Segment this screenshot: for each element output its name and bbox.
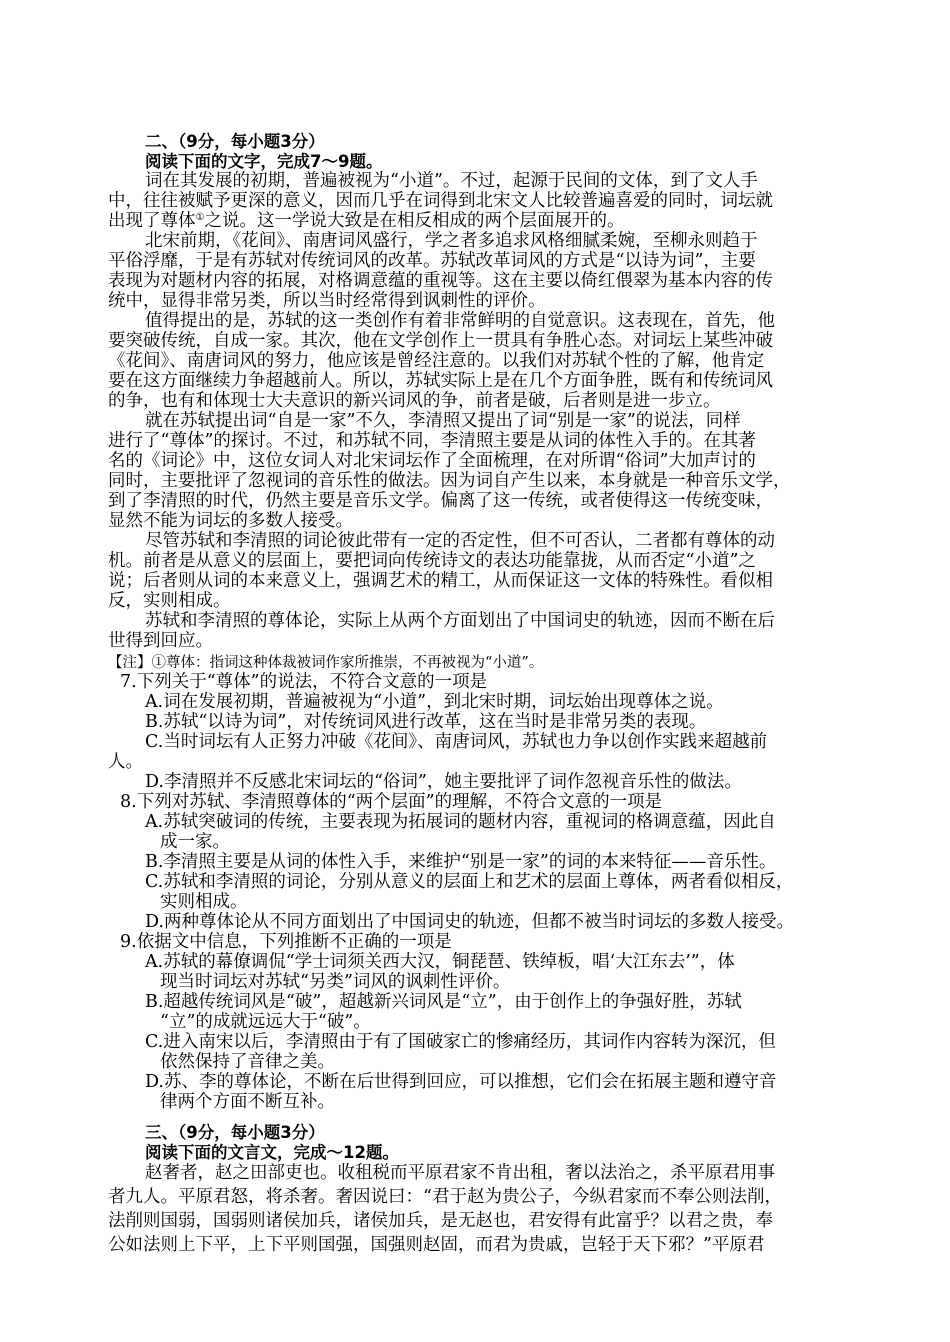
passage-line: 中，往往被赋予更深的意义，因而几乎在词得到北宋文人比较普遍喜爱的同时，词坛就: [108, 191, 773, 211]
passage-line: 同时，主要批评了忽视词的音乐性的做法。因为词自产生以来，本身就是一种音乐文学，: [108, 471, 791, 491]
footnote: 【注】①尊体：指词这种体裁被词作家所推崇，不再被视为“小道”。: [108, 655, 544, 671]
option-c: C.苏轼和李清照的词论，分别从意义的层面上和艺术的层面上尊体，两者看似相反，: [145, 872, 794, 892]
option-d: D.苏、李的尊体论，不断在后世得到回应，可以推想，它们会在拓展主题和遵守音: [145, 1072, 777, 1092]
section-3-instruction: 阅读下面的文言文，完成～12题。: [145, 1143, 399, 1162]
question-stem: 8.下列对苏轼、李清照尊体的“两个层面”的理解，不符合文意的一项是: [120, 792, 663, 812]
passage-line: 平俗浮靡，于是有苏轼对传统词风的改革。苏轼改革词风的方式是“以诗为词”，主要: [108, 251, 756, 271]
passage-line: 到了李清照的时代，仍然主要是音乐文学。偏离了这一传统，或者使得这一传统变味，: [108, 491, 773, 511]
passage-line: 法削则国弱，国弱则诸侯加兵，诸侯加兵，是无赵也，君安得有此富乎？以君之贵，奉: [108, 1211, 773, 1231]
passage-line: 反，实则相成。: [108, 591, 231, 611]
question-stem: 9.依据文中信息，下列推断不正确的一项是: [120, 932, 452, 952]
option-d: D.两种尊体论从不同方面划出了中国词史的轨迹，但都不被当时词坛的多数人接受。: [145, 912, 794, 932]
passage-line: 要在这方面继续力争超越前人。所以，苏轼实际上是在几个方面争胜，既有和传统词风: [108, 371, 773, 391]
option-a: A.苏轼突破词的传统，主要表现为拓展词的题材内容，重视词的格调意蕴，因此自: [145, 812, 776, 832]
section-3-heading: 三、（9分，每小题3分）: [145, 1123, 325, 1142]
option-b-continued: “立”的成就远远大于“破”。: [160, 1012, 371, 1032]
question-stem: 7.下列关于“尊体”的说法，不符合文意的一项是: [120, 672, 488, 692]
option-c-continued: 实则相成。: [160, 892, 248, 912]
passage-line: 要突破传统，自成一家。其次，他在文学创作上一贯具有争胜心态。对词坛上某些冲破: [108, 331, 773, 351]
option-a-continued: 成一家。: [160, 832, 230, 852]
passage-line: 尽管苏轼和李清照的词论彼此带有一定的否定性，但不可否认，二者都有尊体的动: [145, 531, 775, 551]
passage-text: 出现了尊体: [108, 211, 196, 231]
passage-line: 说；后者则从词的本来意义上，强调艺术的精工，从而保证这一文体的特殊性。看似相: [108, 571, 773, 591]
option-a: A.词在发展初期，普遍被视为“小道”，到北宋时期，词坛始出现尊体之说。: [145, 692, 724, 712]
footnote-marker: ①: [195, 212, 205, 223]
passage-line: 北宋前期，《花间》、南唐词风盛行，学之者多追求风格细腻柔婉，至柳永则趋于: [145, 231, 758, 251]
passage-line: 表现为对题材内容的拓展，对格调意蕴的重视等。这在主要以倚红偎翠为基本内容的传: [108, 271, 773, 291]
option-b: B.苏轼“以诗为词”，对传统词风进行改革，这在当时是非常另类的表现。: [145, 712, 707, 732]
passage-text: 之说。这一学说大致是在相反相成的两个层面展开的。: [204, 211, 625, 231]
section-2-heading: 二、（9分，每小题3分）: [145, 132, 325, 151]
option-b: B.李清照主要是从词的体性入手，来维护“别是一家”的词的本来特征——音乐性。: [145, 852, 777, 872]
passage-line: 的争，也有和体现士大夫意识的新兴词风的争，前者是破，后者则是进一步立。: [108, 391, 721, 411]
option-d-continued: 律两个方面不断互补。: [160, 1092, 335, 1112]
passage-line: 显然不能为词坛的多数人接受。: [108, 511, 353, 531]
option-a-continued: 现当时词坛对苏轼“另类”词风的讽刺性评价。: [160, 972, 511, 992]
passage-line: 《花间》、南唐词风的努力，他应该是曾经注意的。以我们对苏轼个性的了解，他肯定: [108, 351, 765, 371]
option-d: D.李清照并不反感北宋词坛的“俗词”，她主要批评了词作忽视音乐性的做法。: [145, 772, 742, 792]
passage-line: 者九人。平原君怒，将杀奢。奢因说曰：“君于赵为贵公子，今纵君家而不奉公则法削，: [108, 1187, 782, 1207]
option-c-continued: 依然保持了音律之美。: [160, 1052, 335, 1072]
passage-line: 值得提出的是，苏轼的这一类创作有着非常鲜明的自觉意识。这表现在，首先，他: [145, 311, 775, 331]
passage-line: 公如法则上下平，上下平则国强，国强则赵固，而君为贵戚，岂轻于天下邪？”平原君: [108, 1235, 765, 1255]
passage-line: 进行了“尊体”的探讨。不过，和苏轼不同，李清照主要是从词的体性入手的。在其著: [108, 431, 756, 451]
option-c: C.当时词坛有人正努力冲破《花间》、南唐词风，苏轼也力争以创作实践来超越前: [145, 732, 768, 752]
passage-line: 名的《词论》中，这位女词人对北宋词坛作了全面梳理，在对所谓“俗词”大加声讨的: [108, 451, 756, 471]
passage-line: [108, 211, 624, 231]
passage-line: 世得到回应。: [108, 631, 213, 651]
passage-line: 就在苏轼提出词“自是一家”不久，李清照又提出了词“别是一家”的说法，同样: [145, 411, 741, 431]
section-2-instruction: 阅读下面的文字，完成7～9题。: [145, 152, 383, 171]
option-b: B.超越传统词风是“破”，超越新兴词风是“立”，由于创作上的争强好胜，苏轼: [145, 992, 742, 1012]
passage-line: 机。前者是从意义的层面上，要把词向传统诗文的表达功能靠拢，从而否定“小道”之: [108, 551, 756, 571]
option-c: C.进入南宋以后，李清照由于有了国破家亡的惨痛经历，其词作内容转为深沉，但: [145, 1032, 776, 1052]
passage-line: 苏轼和李清照的尊体论，实际上从两个方面划出了中国词史的轨迹，因而不断在后: [145, 611, 775, 631]
passage-line: 赵奢者，赵之田部吏也。收租税而平原君家不肯出租，奢以法治之，杀平原君用事: [145, 1163, 775, 1183]
passage-line: 统中，显得非常另类，所以当时经常得到讽刺性的评价。: [108, 291, 546, 311]
option-c-continued: 人。: [108, 752, 143, 772]
passage-line: 词在其发展的初期，普遍被视为“小道”。不过，起源于民间的文体，到了文人手: [145, 171, 758, 191]
option-a: A.苏轼的幕僚调侃“学士词须关西大汉，铜琵琶、铁绰板，唱‘大江东去’”，体: [145, 952, 735, 972]
